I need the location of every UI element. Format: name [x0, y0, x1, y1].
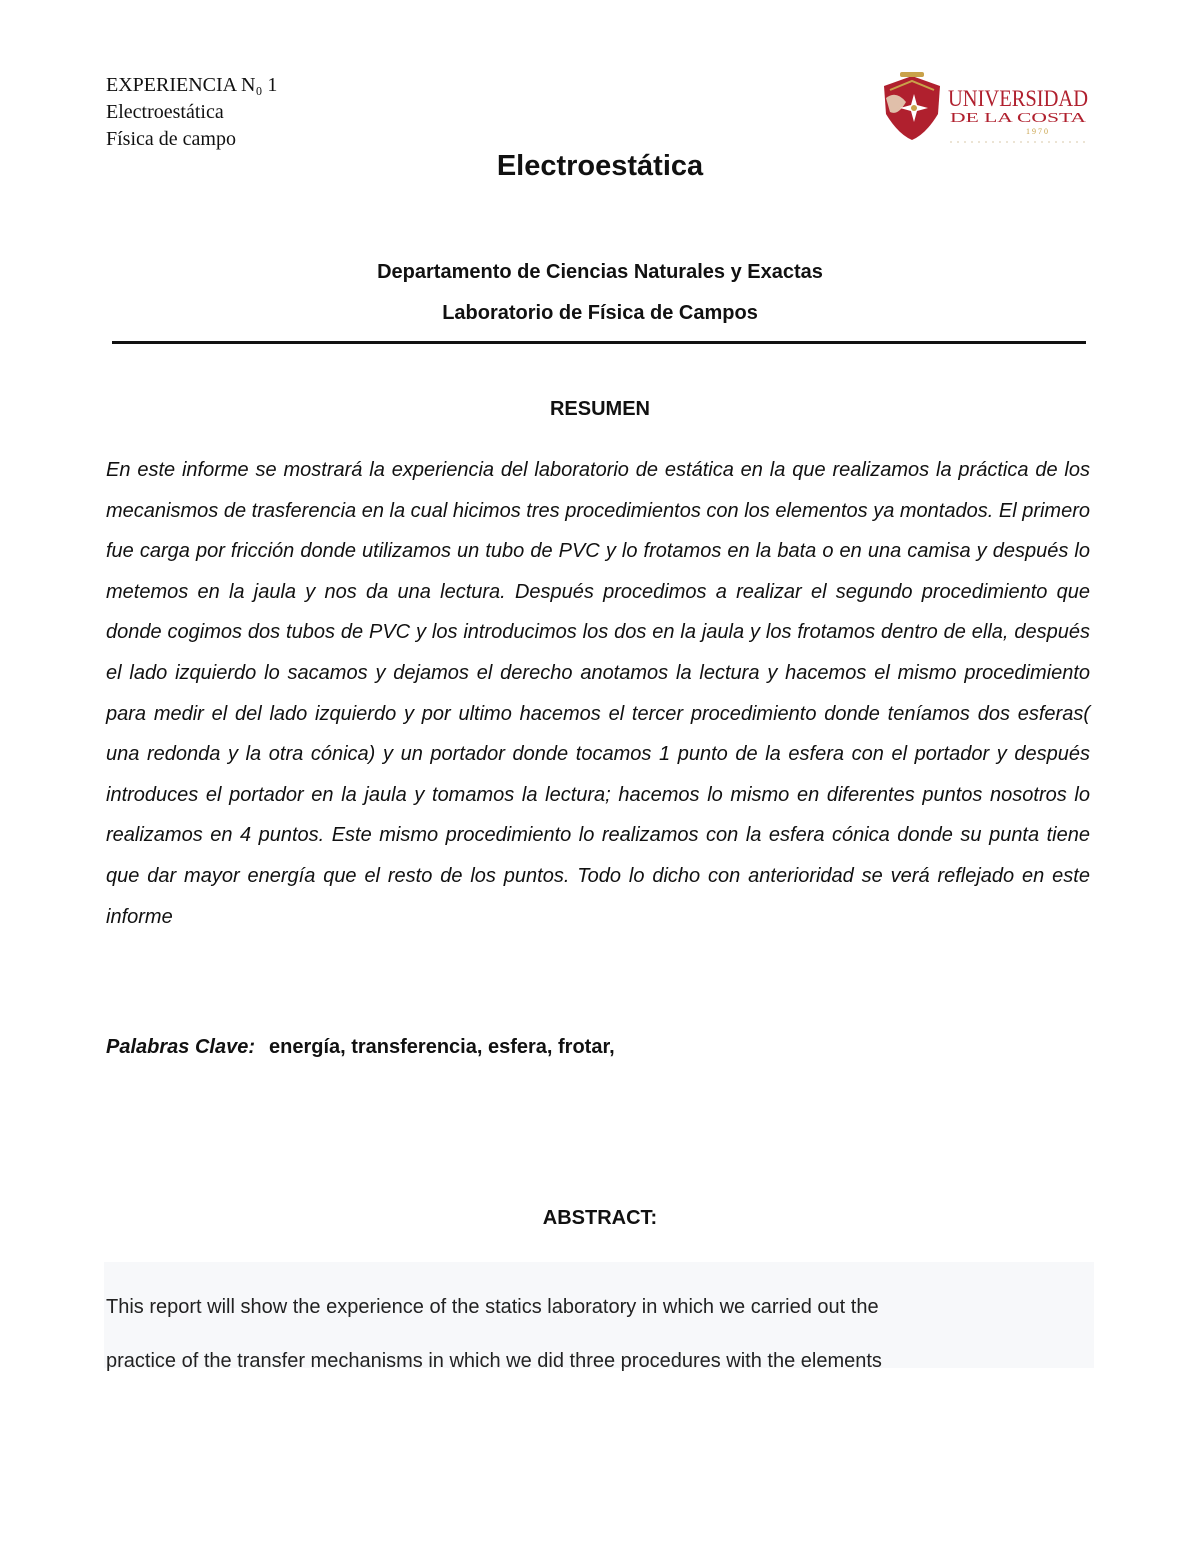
keywords-line	[106, 1036, 615, 1059]
abstract-paragraph	[106, 1280, 1086, 1388]
divider-rule	[112, 341, 1086, 344]
experience-header	[106, 72, 277, 153]
laboratory-name: Laboratorio de Física de Campos	[442, 302, 758, 324]
logo-subtitle: DE LA COSTA	[950, 111, 1088, 126]
course-name: Física de campo	[106, 128, 236, 150]
logo-year: 1970	[1026, 127, 1050, 136]
abstract-line: practice of the transfer mechanisms in which we did three procedures with the elements	[106, 1350, 882, 1372]
document-title: Electroestática	[496, 150, 704, 182]
resumen-heading: RESUMEN	[549, 398, 650, 420]
experience-number: EXPERIENCIA N₀ 1	[106, 74, 278, 96]
logo-name: UNIVERSIDAD	[948, 86, 1088, 111]
abstract-line: This report will show the experience of the statics laboratory in which we carried out the	[106, 1296, 879, 1318]
keywords-label: Palabras Clave:	[106, 1036, 255, 1058]
department-name: Departamento de Ciencias Naturales y Exactas	[377, 261, 823, 283]
experience-topic: Electroestática	[106, 101, 224, 123]
abstract-heading: ABSTRACT:	[542, 1207, 658, 1229]
resumen-paragraph: En este informe se mostrará la experiencia del laboratorio de estática en la que realizamos la práctica de los mecanismos de trasferencia en la cual hicimos tres procedimientos con los elementos ya montados. El primero fue carga por fricción donde utilizamos un tubo de PVC y lo frotamos en la bata o en una camisa y después lo metemos en la jaula y nos da una lectura. Después procedimos a realizar el segundo procedimiento que donde cogimos dos tubos de PVC y los introducimos los dos en la jaula y los frotamos dentro de ella, después el lado izquierdo lo sacamos y dejamos el derecho anotamos la lectura y hacemos el mismo procedimiento para medir el del lado izquierdo y por ultimo hacemos el tercer procedimiento donde teníamos dos esferas( una redonda y la otra cónica) y un portador donde tocamos 1 punto de la esfera con el portador y después introduces el portador en la jaula y tomamos la lectura; hacemos lo mismo en diferentes puntos nosotros lo realizamos en 4 puntos. Este mismo procedimiento lo realizamos con la esfera cónica donde su punta tiene que dar mayor energía que el resto de los puntos. Todo lo dicho con anterioridad se verá reflejado en este informe	[106, 459, 1090, 928]
keywords-value: energía, transferencia, esfera, frotar,	[268, 1036, 615, 1058]
university-logo	[876, 68, 1092, 148]
